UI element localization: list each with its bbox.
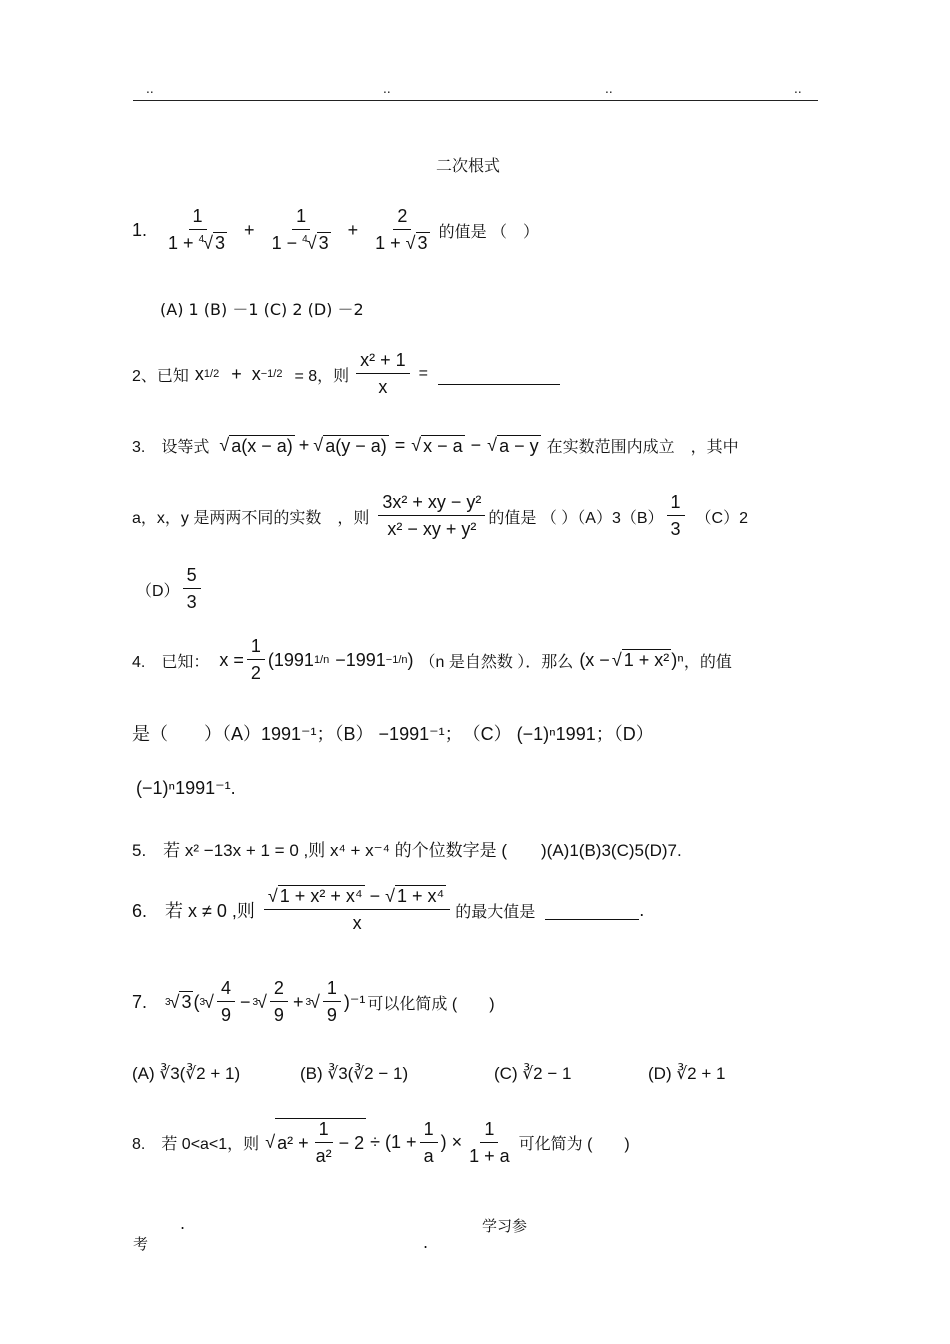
q1-tail: 的值是 （ ） [438, 223, 540, 241]
q3-option-b-fraction: $\frac{1}{3}$ [667, 492, 685, 540]
question-8: 8. 若 0<a<1，则 √ a² + $\frac{1}{\text{a²}}$ − 2 ÷ (1 + $\frac{1}{a}$ ) × $\frac{1}{1 + a}$ 可化简为 ( ) [132, 1118, 630, 1166]
question-1: 1. $\frac{1}{1 + ^4√ 3}$ + $\frac{1}{1 - ^4√ 3}$ + $\frac{2}{1 + √ 3}$ 的值是 （ ） [132, 206, 540, 253]
question-4: 4. 已知： x = $\frac{1}{2}$ (1991 1/n −1991 −1/n ) （n 是自然数 ）．那么 (x − √ 1 + x² )ⁿ ，的值 [132, 636, 732, 683]
page-title: 二次根式 [436, 156, 501, 175]
header-dots-2: .. [383, 82, 391, 96]
header-dots-1: .. [146, 82, 154, 96]
q1-term-1: $\frac{1}{1 + ^4√ 3}$ [168, 206, 226, 253]
q3-line-2: a，x，y 是两两不同的实数 ，则 $\frac{\text{3x² + xy − y²}}{\text{x² − xy + y²}}$ 的值是 （ ）（A）3（B） $\frac{1}{3}$ （C）2 [132, 492, 749, 539]
question-7: 7. 3 √ 3 ( 3 √ $\frac{4}{9}$ − 3 √ $\frac{2}{9}$ + 3 √ $\frac{1}{9}$ )⁻¹ 可以化简成 ( ) [132, 978, 495, 1025]
q3-option-d: （D） $\frac{5}{3}$ [136, 565, 204, 613]
q6-answer-blank[interactable] [545, 901, 639, 920]
q3-fraction: $\frac{\text{3x² + xy − y²}}{\text{x² − xy + y²}}$ [378, 492, 485, 540]
q2-answer-blank[interactable] [438, 364, 560, 385]
q7-option-d: (D) ∛2 + 1 [648, 1064, 726, 1083]
header-dots-4: .. [794, 82, 802, 96]
q6-fraction: $\frac{\text{√ 1 + x² + x⁴ − √ 1 + x⁴}}{x}$ [264, 886, 450, 934]
footer-label: 学习参 [482, 1217, 528, 1235]
question-3: 3. 设等式 √ a(x − a) + √ a(y − a) = √ x − a − √ a − y 在实数范围内成立 ，其中 [132, 435, 739, 456]
header-dots-3: .. [605, 82, 613, 96]
q1-term-2: $\frac{1}{1 - ^4√ 3}$ [271, 206, 329, 253]
footer-dot-2: . [423, 1233, 429, 1252]
q2-fraction: $\frac{\text{x² + 1}}{x}$ [356, 350, 410, 398]
footer-label-2: 考 [133, 1235, 149, 1253]
q1-options: (A) 1 (B) －1 (C) 2 (D) －2 [160, 300, 364, 319]
q7-option-b: (B) ∛3(∛2 − 1) [300, 1064, 409, 1083]
q7-option-c: (C) ∛2 − 1 [494, 1064, 572, 1083]
question-5: 5. 若 x² −13x + 1 = 0 ,则 x⁴ + x⁻⁴ 的个位数字是 ( )(A)1(B)3(C)5(D)7. [132, 841, 682, 860]
q4-options: 是（ ）（A）1991⁻¹；（B） −1991⁻¹； （C） (−1)ⁿ1991；（D） [132, 724, 654, 744]
q7-option-a: (A) ∛3(∛2 + 1) [132, 1064, 241, 1083]
q1-number: 1. [132, 219, 148, 240]
q1-term-3: $\frac{2}{1 + √ 3}$ [375, 206, 428, 253]
question-2: 2、已知 x 1/2 + x −1/2 = 8，则 $\frac{\text{x² + 1}}{x}$ = [132, 350, 560, 398]
header-rule [133, 100, 818, 101]
footer-dot-1: . [180, 1214, 186, 1233]
question-6: 6. 若 x ≠ 0 ,则 $\frac{\text{√ 1 + x² + x⁴ − √ 1 + x⁴}}{x}$ 的最大值是 . [132, 886, 645, 933]
q4-option-d: (−1)ⁿ1991⁻¹. [136, 778, 236, 798]
